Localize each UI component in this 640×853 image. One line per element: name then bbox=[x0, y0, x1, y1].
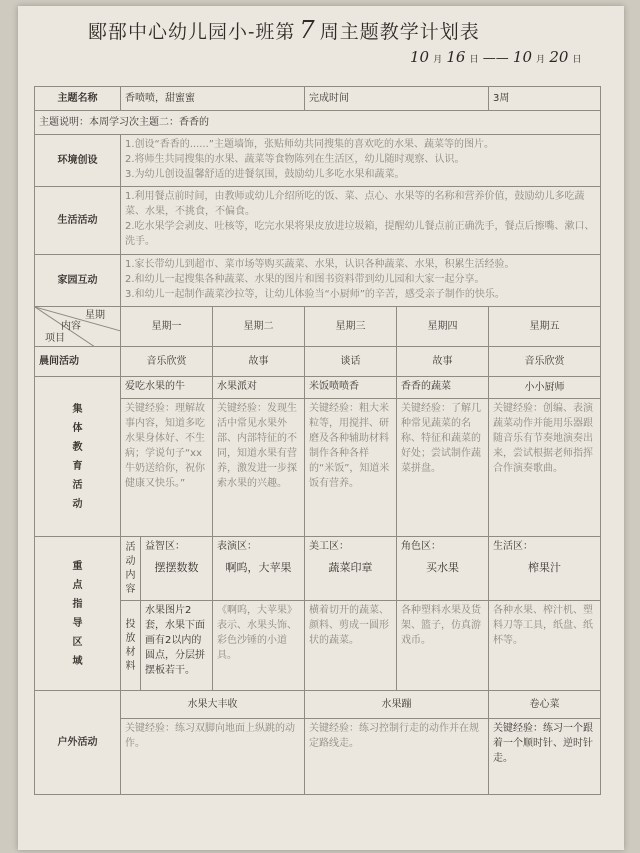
morning-label: 晨间活动 bbox=[35, 347, 121, 377]
start-month: 10 bbox=[410, 48, 430, 66]
outdoor-label: 户外活动 bbox=[35, 691, 121, 795]
group-title-mon: 爱吃水果的牛 bbox=[121, 377, 213, 399]
content-label: 内容 bbox=[61, 321, 81, 332]
zone-sub-1: 摆摆数数 bbox=[154, 561, 199, 574]
date-range bbox=[410, 48, 582, 66]
time-label: 完成时间 bbox=[305, 87, 489, 111]
env-line-2: 2.将师生共同搜集的水果、蔬菜等食物陈列在生活区，幼儿随时观察、认识。 bbox=[125, 154, 465, 165]
env-content bbox=[121, 135, 601, 187]
zones-char-3: 指 bbox=[72, 598, 83, 610]
morning-thu: 故事 bbox=[397, 347, 489, 377]
morning-mon: 音乐欣赏 bbox=[121, 347, 213, 377]
group-content-mon: 关键经验：理解故事内容，知道多吃水果身体好、不生病；学说句子“xx牛奶送给你，祝你健康又快乐。” bbox=[121, 399, 213, 537]
month-char-1: 月 bbox=[433, 55, 443, 65]
zone-area-fri bbox=[489, 537, 601, 601]
start-day: 16 bbox=[446, 48, 466, 66]
zone-area-tue bbox=[213, 537, 305, 601]
group-char-4: 育 bbox=[72, 460, 83, 472]
start-day-char: 日 bbox=[469, 55, 479, 65]
home-row bbox=[35, 255, 601, 307]
plan-table bbox=[34, 86, 601, 795]
life-label: 生活活动 bbox=[35, 187, 121, 255]
item-label: 项目 bbox=[45, 333, 65, 344]
zone-sub-2: 啊呜，大苹果 bbox=[225, 561, 292, 574]
group-char-5: 活 bbox=[72, 479, 83, 491]
page-title bbox=[88, 16, 480, 44]
group-char-3: 教 bbox=[72, 441, 83, 453]
life-line-2: 2.吃水果学会剥皮、吐核等，吃完水果将果皮放进垃圾箱，提醒幼儿餐点前正确洗手，餐点后擦嘴、漱口、洗手。 bbox=[125, 221, 595, 247]
zone-sub-3: 蔬菜印章 bbox=[328, 561, 373, 574]
zones-char-5: 区 bbox=[72, 636, 83, 648]
day-wednesday: 星期三 bbox=[305, 307, 397, 347]
diagonal-header-cell bbox=[35, 307, 121, 347]
group-content-fri: 关键经验：创编、表演蔬菜动作并能用乐器跟随音乐有节奏地演奏出来，尝试根据老师指挥合作演奏歌曲。 bbox=[489, 399, 601, 537]
day-monday: 星期一 bbox=[121, 307, 213, 347]
content-char-3: 内 bbox=[125, 569, 136, 581]
zones-material-label bbox=[121, 601, 141, 691]
group-char-1: 集 bbox=[72, 403, 83, 415]
zone-sub-4: 买水果 bbox=[426, 561, 460, 574]
group-title-thu: 香香的蔬菜 bbox=[397, 377, 489, 399]
content-char-1: 活 bbox=[125, 541, 136, 553]
zone-name-5: 生活区： bbox=[493, 541, 534, 552]
env-line-3: 3.为幼儿创设温馨舒适的进餐氛围，鼓励幼儿多吃水果和蔬菜。 bbox=[125, 169, 405, 180]
home-content bbox=[121, 255, 601, 307]
zone-material-tue: 《啊呜，大苹果》表示、水果头饰、彩色沙锤的小道具。 bbox=[213, 601, 305, 691]
day-tuesday: 星期二 bbox=[213, 307, 305, 347]
zones-char-2: 点 bbox=[72, 579, 83, 591]
outdoor-content-1: 关键经验：练习双脚向地面上纵跳的动作。 bbox=[121, 719, 305, 795]
outdoor-content-3: 关键经验：练习一个跟着一个顺时针、逆时针走。 bbox=[489, 719, 601, 795]
outdoor-game-3: 卷心菜 bbox=[489, 691, 601, 719]
date-separator: —— bbox=[482, 51, 509, 66]
home-line-2: 2.和幼儿一起搜集各种蔬菜、水果的图片和图书资料带到幼儿园和大家一起分享。 bbox=[125, 274, 485, 285]
material-char-4: 料 bbox=[125, 660, 136, 672]
zone-material-fri: 各种水果、榨汁机、塑料刀等工具，纸盘、纸杯等。 bbox=[489, 601, 601, 691]
morning-fri: 音乐欣赏 bbox=[489, 347, 601, 377]
material-char-2: 放 bbox=[125, 632, 136, 644]
theme-label: 主题名称 bbox=[35, 87, 121, 111]
group-char-2: 体 bbox=[72, 422, 83, 434]
group-content-wed: 关键经验：粗大米粒等，用搅拌、研磨及各种辅助材料制作各种各样的“米饭”，知道米饭有营养。 bbox=[305, 399, 397, 537]
zone-area-mon bbox=[141, 537, 213, 601]
zone-name-3: 美工区： bbox=[309, 541, 350, 552]
zone-material-wed: 横着切开的蔬菜、颜料、剪成一圆形状的蔬菜。 bbox=[305, 601, 397, 691]
content-char-2: 动 bbox=[125, 555, 136, 567]
time-value: 3周 bbox=[489, 87, 601, 111]
zone-material-mon: 水果图片2套，水果下面画有2以内的圆点，分层拼摆板若干。 bbox=[141, 601, 213, 691]
group-title-row bbox=[35, 377, 601, 399]
group-label bbox=[35, 377, 121, 537]
group-title-fri: 小小厨师 bbox=[489, 377, 601, 399]
end-day-char: 日 bbox=[572, 55, 582, 65]
theme-description: 主题说明：本周学习次主题二：香香的 bbox=[35, 111, 601, 135]
material-char-1: 投 bbox=[125, 618, 136, 630]
life-content bbox=[121, 187, 601, 255]
content-char-4: 容 bbox=[125, 583, 136, 595]
group-title-tue: 水果派对 bbox=[213, 377, 305, 399]
group-title-wed: 米饭喷喷香 bbox=[305, 377, 397, 399]
zone-material-thu: 各种塑料水果及货架、篮子，仿真游戏币。 bbox=[397, 601, 489, 691]
title-prefix: 郾郚中心幼儿园小-班第 bbox=[88, 21, 296, 43]
outdoor-title-row bbox=[35, 691, 601, 719]
outdoor-game-1: 水果大丰收 bbox=[121, 691, 305, 719]
zone-name-1: 益智区： bbox=[145, 541, 185, 552]
home-line-1: 1.家长带幼儿到超市、菜市场等购买蔬菜、水果，认识各种蔬菜、水果，积累生活经验。 bbox=[125, 259, 515, 270]
group-content-tue: 关键经验：发现生活中常见水果外部、内部特征的不同，知道水果有营养，激发进一步探索水果的兴趣。 bbox=[213, 399, 305, 537]
zone-area-thu bbox=[397, 537, 489, 601]
week-number: 7 bbox=[299, 16, 316, 44]
zones-char-4: 导 bbox=[72, 617, 83, 629]
end-month: 10 bbox=[512, 48, 533, 66]
zone-area-row bbox=[35, 537, 601, 601]
morning-wed: 谈话 bbox=[305, 347, 397, 377]
zones-char-6: 域 bbox=[72, 655, 83, 667]
theme-row bbox=[35, 87, 601, 111]
desc-row bbox=[35, 111, 601, 135]
material-char-3: 材 bbox=[125, 646, 136, 658]
outdoor-content-2: 关键经验：练习控制行走的动作并在规定路线走。 bbox=[305, 719, 489, 795]
week-label: 星期 bbox=[85, 310, 105, 321]
day-friday: 星期五 bbox=[489, 307, 601, 347]
morning-tue: 故事 bbox=[213, 347, 305, 377]
theme-value: 香喷喷，甜蜜蜜 bbox=[121, 87, 305, 111]
env-row bbox=[35, 135, 601, 187]
zone-area-wed bbox=[305, 537, 397, 601]
zone-name-2: 表演区： bbox=[217, 541, 257, 552]
month-char-2: 月 bbox=[536, 55, 546, 65]
zone-name-4: 角色区： bbox=[401, 541, 442, 552]
home-label: 家园互动 bbox=[35, 255, 121, 307]
env-label: 环境创设 bbox=[35, 135, 121, 187]
zone-sub-5: 榨果汁 bbox=[528, 561, 562, 574]
zones-label bbox=[35, 537, 121, 691]
title-suffix: 周主题教学计划表 bbox=[319, 21, 480, 43]
zones-char-1: 重 bbox=[72, 560, 83, 572]
life-row bbox=[35, 187, 601, 255]
env-line-1: 1.创设“香香的......”主题墙饰，张贴师幼共同搜集的喜欢吃的水果、蔬菜等的图片。 bbox=[125, 139, 494, 150]
zones-content-label bbox=[121, 537, 141, 601]
outdoor-game-2: 水果蹦 bbox=[305, 691, 489, 719]
end-day: 20 bbox=[549, 48, 569, 66]
morning-row bbox=[35, 347, 601, 377]
group-content-thu: 关键经验：了解几种常见蔬菜的名称、特征和蔬菜的好处；尝试制作蔬菜拼盘。 bbox=[397, 399, 489, 537]
weekday-header-row bbox=[35, 307, 601, 347]
day-thursday: 星期四 bbox=[397, 307, 489, 347]
home-line-3: 3.和幼儿一起制作蔬菜沙拉等，让幼儿体验当“小厨师”的辛苦，感受亲子制作的快乐。 bbox=[125, 289, 505, 300]
life-line-1: 1.利用餐点前时间，由教师或幼儿介绍所吃的饭、菜、点心、水果等的名称和营养价值，鼓励幼儿多吃蔬菜、水果，不挑食，不偏食。 bbox=[125, 191, 585, 217]
group-char-6: 动 bbox=[72, 498, 83, 510]
